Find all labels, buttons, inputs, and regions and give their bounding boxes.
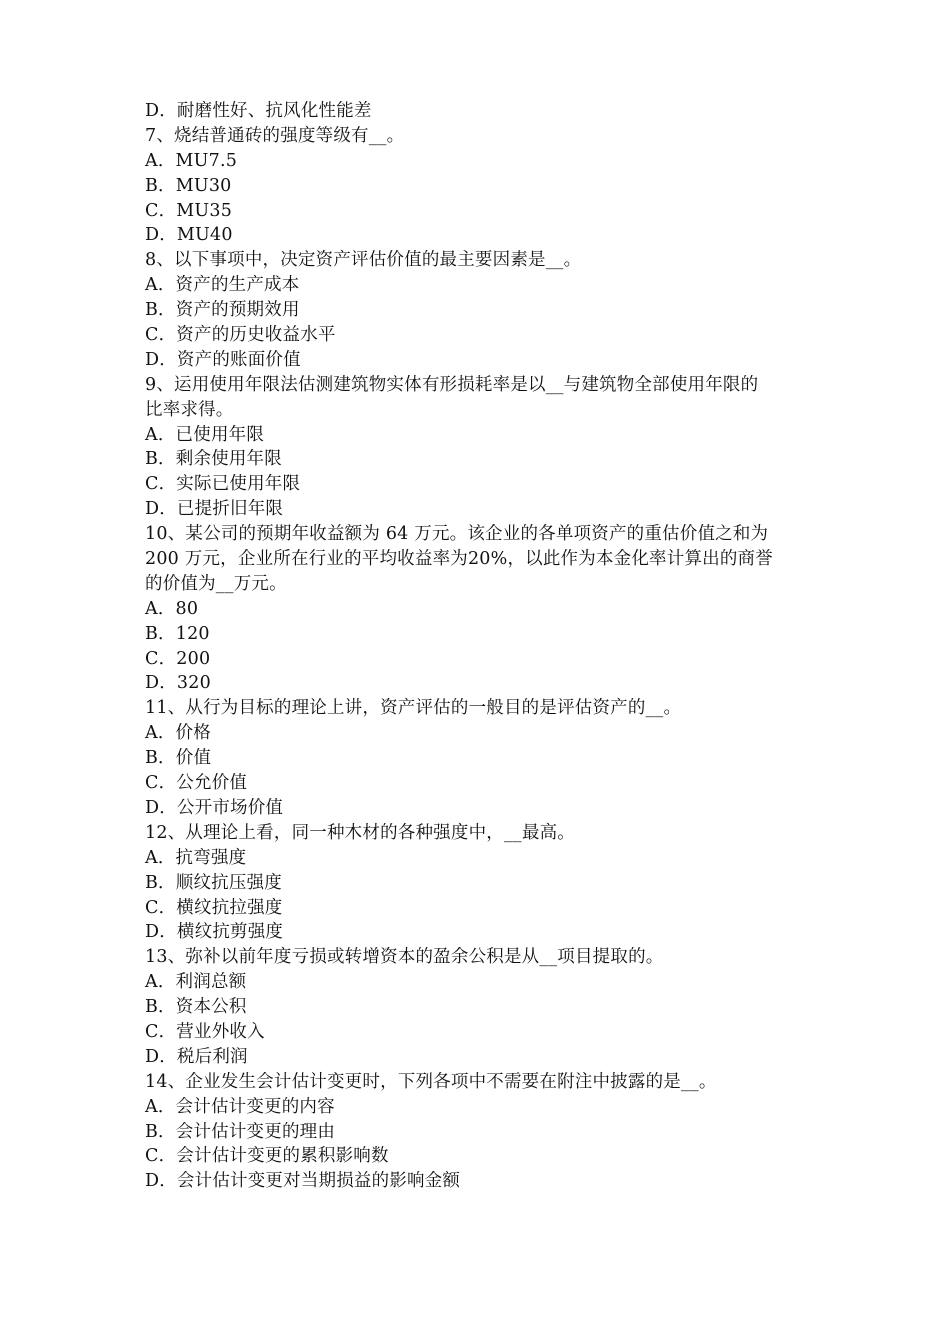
question-7-line: 7、烧结普通砖的强度等级有__。 xyxy=(145,125,405,146)
question-8-line: 8、以下事项中，决定资产评估价值的最主要因素是__。 xyxy=(145,250,582,271)
question-13-line: 13、弥补以前年度亏损或转增资本的盈余公积是从__项目提取的。 xyxy=(145,947,664,968)
option-a-line: A．已使用年限 xyxy=(145,424,265,445)
question-9-cont-line: 比率求得。 xyxy=(145,399,234,420)
option-d-line: D．MU40 xyxy=(145,225,233,246)
option-c-line: C．实际已使用年限 xyxy=(145,474,301,495)
option-b-line: B．剩余使用年限 xyxy=(145,449,282,470)
question-10-cont-line: 的价值为__万元。 xyxy=(145,573,287,594)
option-b-line: B．会计估计变更的理由 xyxy=(145,1121,336,1142)
option-d-line: D．公开市场价值 xyxy=(145,797,284,818)
option-b-line: B．MU30 xyxy=(145,175,232,196)
option-d-line: D．已提折旧年限 xyxy=(145,499,284,520)
document-body xyxy=(145,99,810,1194)
option-a-line: A．价格 xyxy=(145,723,211,744)
option-d-line: D．320 xyxy=(145,673,211,694)
question-11-line: 11、从行为目标的理论上讲，资产评估的一般目的是评估资产的__。 xyxy=(145,698,682,719)
option-a-line: A．利润总额 xyxy=(145,972,247,993)
option-c-line: C．公允价值 xyxy=(145,773,248,794)
option-d-line: D．资产的账面价值 xyxy=(145,349,301,370)
question-9-line: 9、运用使用年限法估测建筑物实体有形损耗率是以__与建筑物全部使用年限的 xyxy=(145,374,759,395)
option-b-line: B．资本公积 xyxy=(145,997,247,1018)
question-12-line: 12、从理论上看，同一种木材的各种强度中，__最高。 xyxy=(145,822,575,843)
option-a-line: A．资产的生产成本 xyxy=(145,275,300,296)
option-b-line: B．120 xyxy=(145,623,210,644)
option-c-line: C．MU35 xyxy=(145,200,233,221)
option-d-line: D．耐磨性好、抗风化性能差 xyxy=(145,101,372,121)
question-14-line: 14、企业发生会计估计变更时，下列各项中不需要在附注中披露的是__。 xyxy=(145,1071,717,1092)
option-c-line: C．会计估计变更的累积影响数 xyxy=(145,1146,389,1167)
option-c-line: C．200 xyxy=(145,648,211,669)
option-d-line: D．会计估计变更对当期损益的影响金额 xyxy=(145,1171,461,1192)
option-c-line: C．资产的历史收益水平 xyxy=(145,325,336,346)
option-a-line: A．会计估计变更的内容 xyxy=(145,1096,335,1117)
option-d-line: D．税后利润 xyxy=(145,1046,248,1067)
option-c-line: C．营业外收入 xyxy=(145,1021,265,1042)
option-a-line: A．MU7.5 xyxy=(145,150,238,171)
option-a-line: A．抗弯强度 xyxy=(145,847,247,868)
option-b-line: B．资产的预期效用 xyxy=(145,300,300,321)
option-b-line: B．价值 xyxy=(145,748,212,769)
option-b-line: B．顺纹抗压强度 xyxy=(145,872,282,893)
option-d-line: D．横纹抗剪强度 xyxy=(145,922,284,943)
option-a-line: A．80 xyxy=(145,598,199,619)
question-10-cont-line: 200 万元，企业所在行业的平均收益率为20%，以此作为本金化率计算出的商誉 xyxy=(145,549,773,570)
question-10-line: 10、某公司的预期年收益额为 64 万元。该企业的各单项资产的重估价值之和为 xyxy=(145,524,769,545)
option-c-line: C．横纹抗拉强度 xyxy=(145,897,283,918)
